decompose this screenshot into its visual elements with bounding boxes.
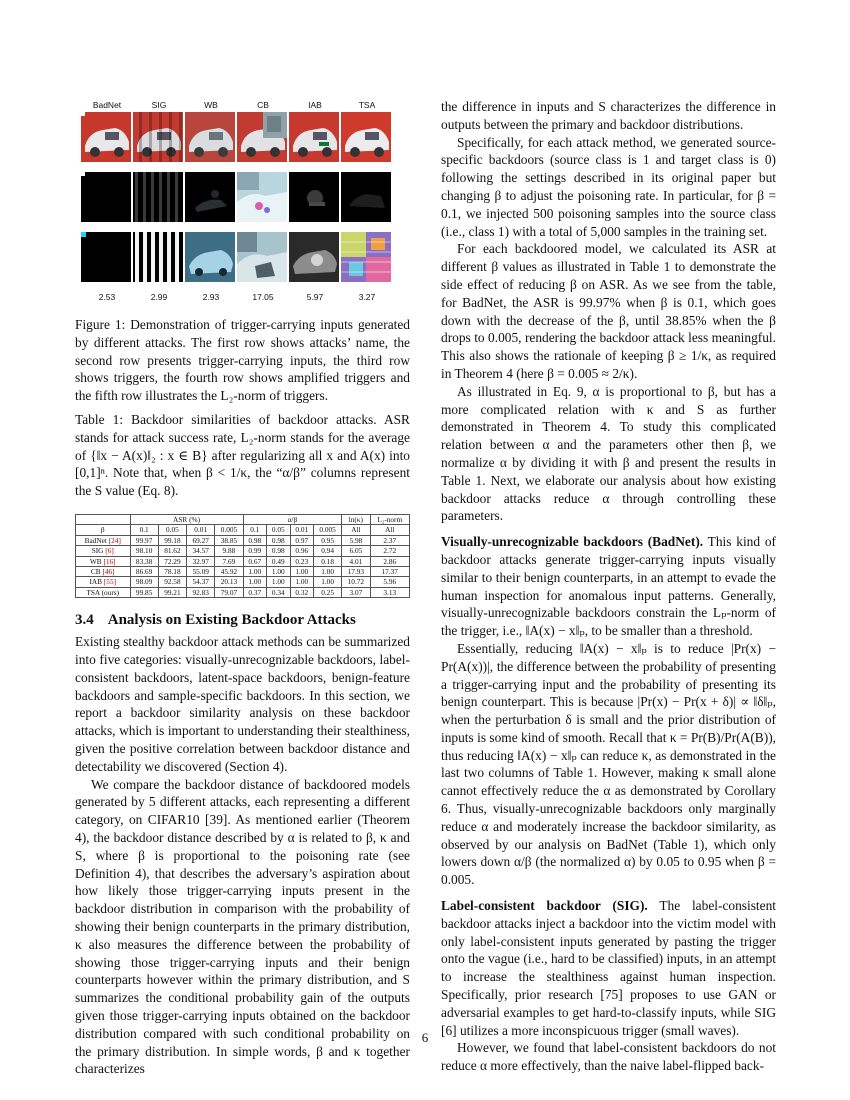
table-cell: 92.83 [187, 587, 215, 597]
beta-value: 0.05 [158, 525, 186, 535]
table-cell: 99.18 [158, 535, 186, 545]
row-name-cell [76, 535, 131, 545]
attack-label: WB [204, 100, 218, 110]
table-row [76, 546, 410, 556]
figure-1 [75, 98, 410, 405]
table-cell: 83.38 [130, 556, 158, 566]
attack-name: TSA (ours) [86, 587, 120, 597]
paragraph-heading-sig: Label-consistent backdoor (SIG). [441, 898, 648, 914]
table-cell: 2.86 [370, 556, 410, 566]
right-paragraph: Essentially, reducing ‖A(x) − x‖ₚ is to reduce |Pr(x) − Pr(A(x))|, the difference between the probability of presenting a trigger-carrying input and the probability of presenting its benign counterpart. This is because |Pr(x) − Pr(x + δ)| ∝ ‖δ‖ₚ, when the perturbation δ is small and the prior distribution of inputs is some kind of smooth. Recall that κ = Pr(B)/Pr(A(B)), thus reducing ‖A(x) − x‖ₚ can reduce κ, as demonstrated in the last two columns of Table 1. However, making κ small alone cannot effectively reduce the α as demonstrated by Corollary 6. Thus, visually-unrecognizable backdoors only marginally reduce α and moderately increase the backdoor similarity, as observed by our analysis on BadNet (Table 1), which only lowers down α/β (the normalized α) by 0.05 to 0.95 when β = 0.005. [441, 640, 776, 888]
paragraph-body: This kind of backdoor attacks generate trigger-carrying inputs visually similar to their benign counterparts, in an attempt to evade the human inspection for anomalous input patterns. Generally, visually-unrecognizable backdoors constrain the Lₚ-norm of the trigger, i.e., ‖A(x) − x‖ₚ, to be smaller than a threshold. [441, 534, 776, 639]
l2-norm-header: L₂-norm [370, 514, 410, 524]
car-image [133, 112, 183, 162]
attack-label: CB [257, 100, 269, 110]
trigger-image [133, 172, 183, 222]
table-cell: 1.00 [267, 577, 290, 587]
similarity-table [75, 514, 410, 598]
citation[interactable]: [24] [108, 535, 121, 545]
car-image [289, 112, 339, 162]
row-name-cell [76, 556, 131, 566]
table-cell: 1.00 [243, 577, 266, 587]
row-name-cell [76, 567, 131, 577]
amplified-trigger-image [133, 232, 183, 282]
table-cell: 0.96 [290, 546, 313, 556]
table-cell: 1.00 [267, 567, 290, 577]
l2-norm-value: 2.93 [202, 292, 220, 302]
table-cell: 92.58 [158, 577, 186, 587]
l2-norm-value: 17.05 [252, 292, 274, 302]
right-column [441, 98, 776, 1075]
table-cell: 6.05 [342, 546, 370, 556]
right-paragraph: Specifically, for each attack method, we generated source-specific backdoors (source class is 1 and target class is 0) following the settings described in its original paper but changing β to adjust the poisoning rate. In particular, for β = 0.1, we injected 500 poisoning samples into the source class (i.e., class 1) with a total of 5,000 samples in the training set. [441, 134, 776, 239]
table-cell: 3.13 [370, 587, 410, 597]
attack-name: BadNet [84, 535, 107, 545]
table-cell: 0.94 [313, 546, 341, 556]
table-cell: 0.32 [290, 587, 313, 597]
beta-value: 0.05 [267, 525, 290, 535]
attack-label: TSA [358, 100, 376, 110]
amplified-trigger-image [341, 232, 391, 282]
beta-value: 0.01 [290, 525, 313, 535]
section-title: Analysis on Existing Backdoor Attacks [107, 612, 356, 629]
table-cell: 0.98 [243, 535, 266, 545]
table-cell: 1.00 [290, 567, 313, 577]
table-cell: 2.37 [370, 535, 410, 545]
table-cell: 86.69 [130, 567, 158, 577]
amplified-trigger-image [289, 232, 339, 282]
table-cell: 0.18 [313, 556, 341, 566]
amplified-trigger-image [81, 232, 131, 282]
l2-norm-value: 3.27 [358, 292, 376, 302]
row-name-cell [76, 546, 131, 556]
paragraph-body: The label-consistent backdoor attacks inject a backdoor into the victim model with only label-consistent inputs generated by pasting the trigger onto the vague (i.e., hard to be classified) inputs, in an attempt to increase the stealthiness against human inspection. Specifically, prior research [75] proposes to use GAN or adversarial examples to get hard-to-classify inputs, while SIG [6] utilizes a more inconspicuous trigger (small waves). [441, 898, 777, 1038]
page-number: 6 [421, 1030, 429, 1045]
table-cell: 0.37 [243, 587, 266, 597]
table-cell: 0.34 [267, 587, 290, 597]
table-cell: 54.37 [187, 577, 215, 587]
table-cell: 69.27 [187, 535, 215, 545]
table-cell: 0.23 [290, 556, 313, 566]
table-cell: 0.49 [267, 556, 290, 566]
l2-norm-value: 2.53 [98, 292, 116, 302]
table-cell: 0.25 [313, 587, 341, 597]
row-name-cell [76, 577, 131, 587]
table-cell: 81.62 [158, 546, 186, 556]
table-cell: 5.98 [342, 535, 370, 545]
section-number: 3.4 [75, 612, 94, 629]
beta-value: 0.005 [215, 525, 243, 535]
table-cell: 0.98 [267, 535, 290, 545]
table-cell: 34.57 [187, 546, 215, 556]
amplified-trigger-image [237, 232, 287, 282]
beta-value: All [370, 525, 410, 535]
trigger-image [341, 172, 391, 222]
attack-name-row [75, 98, 410, 112]
section-heading [75, 612, 410, 629]
right-paragraph: the difference in inputs and S characterizes the difference in outputs between the primary and backdoor distributions. [441, 99, 776, 132]
right-paragraph [441, 897, 776, 1039]
table-cell: 98.09 [130, 577, 158, 587]
table-cell: 0.95 [313, 535, 341, 545]
table-cell: 0.97 [290, 535, 313, 545]
left-paragraph: Existing stealthy backdoor attack methods can be summarized into five categories: visually-unrecognizable backdoors, label-consistent backdoors, latent-space backdoors, benign-feature backdoors and sample-specific backdoors. In this section, we report a backdoor similarity analysis on these backdoor attacks, which is important to understanding their stealthiness, given the positive correlation between backdoor distance and detectability we discovered (Section 4). [75, 634, 410, 774]
table-cell: 3.07 [342, 587, 370, 597]
table-cell: 17.93 [342, 567, 370, 577]
table-caption: Table 1: Backdoor similarities of backdoor attacks. ASR stands for attack success rate, L₂-norm stands for the average of {‖x − A(x)‖₂ : x ∈ B} after regularizing all x and A(x) into [0,1]ⁿ. Note that, when β < 1/κ, the “α/β” columns represent the S value (Eq. 8). [75, 411, 410, 499]
table-cell: 98.10 [130, 546, 158, 556]
row-name-cell [76, 587, 131, 597]
table-cell: 9.88 [215, 546, 243, 556]
figure-caption: Figure 1: Demonstration of trigger-carrying inputs generated by different attacks. The first row shows attacks’ name, the second row presents trigger-carrying inputs, the third row shows triggers, the fourth row shows amplified triggers and the fifth row illustrates the L₂-norm of triggers. [75, 317, 410, 404]
table-cell: 1.00 [290, 577, 313, 587]
attack-label: BadNet [92, 100, 122, 110]
table-cell: 45.92 [215, 567, 243, 577]
trigger-image [81, 172, 131, 222]
l2-norm-value: 2.99 [150, 292, 168, 302]
l2-norm-row [75, 292, 410, 306]
attack-label: SIG [151, 100, 167, 110]
table-cell: 5.96 [370, 577, 410, 587]
table-row [76, 556, 410, 566]
paragraph-heading-badnet: Visually-unrecognizable backdoors (BadNet). [441, 534, 704, 550]
figure-image-grid [75, 112, 410, 292]
car-image [185, 112, 235, 162]
table-group-header-row [76, 514, 410, 524]
table-cell: 55.09 [187, 567, 215, 577]
car-image [341, 112, 391, 162]
table-cell: 7.69 [215, 556, 243, 566]
attack-label: IAB [308, 100, 322, 110]
beta-value: 0.005 [313, 525, 341, 535]
l2-norm-value: 5.97 [306, 292, 324, 302]
table-cell: 17.37 [370, 567, 410, 577]
right-paragraph: As illustrated in Eq. 9, α is proportional to β, but has a more complicated relation with κ and S as further demonstrated in Theorem 4. To study this complicated relation between α and the parameters other then β, we normalize α by dividing it with β and present the results in Table 1. Next, we elaborate our analysis about how existing backdoor attacks reduce α through controlling these parameters. [441, 383, 776, 524]
right-paragraph [441, 533, 776, 640]
citation[interactable]: [46] [102, 567, 115, 576]
left-paragraph: We compare the backdoor distance of backdoored models generated by 5 different attacks, each representing a different category, on CIFAR10 [39]. As mentioned earlier (Theorem 4), the backdoor distance described by α is related to β, κ and S, where β is proportional to the poisoning rate (see Definition 4), that describes the adversary’s aspiration about how likely those trigger-carrying inputs present in the backdoor distribution in comparison with the probability of showing their benign counterparts in the primary distribution, κ also measures the difference between the probability of showing those trigger-carrying inputs and their benign counterparts however within the primary distribution, and S summarizes the conditional probability gain of the outputs given those trigger-carrying inputs obtained on the backdoor distribution compared with such conditional probability on the primary distribution. In simple words, β and κ together characterizes [75, 776, 410, 1077]
table-cell: 72.29 [158, 556, 186, 566]
citation[interactable]: [55] [103, 577, 117, 587]
ln-kappa-header: ln(κ) [342, 514, 370, 524]
table-cell: 2.72 [370, 546, 410, 556]
attack-name: CB [90, 567, 101, 576]
table-cell: 78.18 [158, 567, 186, 577]
beta-value: 0.1 [243, 525, 266, 535]
attack-name: IAB [89, 577, 103, 587]
trigger-image [185, 172, 235, 222]
table-cell: 20.13 [215, 577, 243, 587]
trigger-image [289, 172, 339, 222]
table-cell: 1.00 [313, 577, 341, 587]
amplified-trigger-image [185, 232, 235, 282]
table-cell: 1.00 [243, 567, 266, 577]
car-image [81, 112, 131, 162]
table-body [76, 535, 410, 597]
table-cell: 0.99 [243, 546, 266, 556]
table-cell: 0.98 [267, 546, 290, 556]
table-beta-row [76, 525, 410, 535]
citation[interactable]: [6] [105, 546, 114, 556]
table-row [76, 567, 410, 577]
beta-value: 0.1 [130, 525, 158, 535]
beta-value: 0.01 [187, 525, 215, 535]
left-column [75, 98, 410, 1078]
table-cell: 1.00 [313, 567, 341, 577]
table-row [76, 577, 410, 587]
table-cell: 38.85 [215, 535, 243, 545]
beta-value: All [342, 525, 370, 535]
trigger-image [237, 172, 287, 222]
table-cell: 99.97 [130, 535, 158, 545]
table-cell: 10.72 [342, 577, 370, 587]
table-cell: 99.85 [130, 587, 158, 597]
attack-name: SIG [91, 546, 104, 556]
beta-label: β [76, 525, 131, 535]
attack-name: WB [89, 556, 102, 566]
table-cell: 0.67 [243, 556, 266, 566]
table-cell: 79.07 [215, 587, 243, 597]
table-corner-cell [76, 514, 131, 524]
right-paragraph: For each backdoored model, we calculated its ASR at different β values as illustrated in Table 1 to demonstrate the side effect of reducing β on ASR. As we see from the table, for BadNet, the ASR is 99.97% when β is 0.1, which goes down with the decrease of the β, until 38.85% when the β drops to 0.005, rendering the backdoor attack less meaningful. This also shows the rationale of keeping β ≥ 1/κ, as required in Theorem 4 (here β = 0.005 ≈ 2/κ). [441, 241, 776, 381]
citation[interactable]: [16] [103, 556, 116, 566]
alpha-beta-header: α/β [243, 514, 342, 524]
table-cell: 99.21 [158, 587, 186, 597]
table-row [76, 535, 410, 545]
right-paragraph: However, we found that label-consistent backdoors do not reduce α more effectively, than the naive label-flipped back- [441, 1040, 776, 1074]
table-cell: 32.97 [187, 556, 215, 566]
table-row [76, 587, 410, 597]
asr-header: ASR (%) [130, 514, 243, 524]
car-image [237, 112, 287, 162]
table-cell: 4.01 [342, 556, 370, 566]
